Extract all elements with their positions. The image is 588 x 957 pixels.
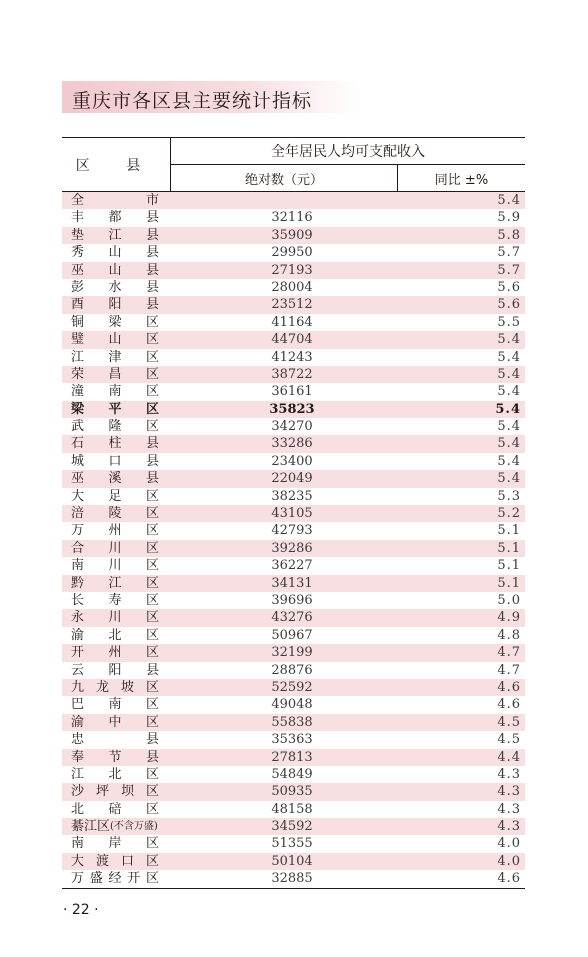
income-value: 50967 — [271, 627, 313, 643]
district-name — [71, 244, 159, 261]
district-name-part: 平 — [108, 401, 122, 417]
district-name-part: 梁 — [71, 401, 85, 417]
district-name-part: 山 — [108, 245, 122, 261]
district-name — [71, 401, 159, 418]
district-name — [71, 644, 159, 661]
yoy-value: 5.8 — [497, 227, 521, 243]
header-income: 全年居民人均可支配收入 — [271, 144, 425, 160]
income-value: 50104 — [271, 853, 313, 869]
income-value: 27813 — [271, 749, 313, 765]
district-name-part: 北 — [108, 627, 122, 643]
table-row — [62, 540, 525, 557]
district-name-part: 县 — [145, 749, 159, 765]
table-row — [62, 209, 525, 226]
yoy-value: 5.6 — [497, 279, 521, 295]
district-name-part: 城 — [71, 453, 85, 469]
district-name-part: 区 — [145, 784, 159, 800]
yoy-value: 5.3 — [497, 488, 521, 504]
district-name-part: 口 — [120, 853, 134, 869]
district-name-part: 南 — [71, 558, 85, 574]
income-value: 50935 — [271, 784, 313, 800]
district-name-part: 山 — [108, 332, 122, 348]
district-name-part: 区 — [145, 366, 159, 382]
yoy-value: 4.3 — [497, 801, 521, 817]
district-name-part: 都 — [108, 210, 122, 226]
district-name — [71, 331, 159, 348]
table-row — [62, 592, 525, 609]
district-name-part: 开 — [127, 871, 141, 887]
table-row — [62, 575, 525, 592]
district-name-part: 盛 — [89, 871, 103, 887]
table-row — [62, 453, 525, 470]
table-row — [62, 853, 525, 870]
table-row — [62, 331, 525, 348]
district-name-part: 渝 — [71, 627, 85, 643]
district-name-part: 北 — [71, 801, 85, 817]
district-name — [71, 488, 159, 505]
table-row — [62, 349, 525, 366]
table-row — [62, 192, 525, 209]
district-name-part: 县 — [145, 732, 159, 748]
table-row — [62, 749, 525, 766]
yoy-value: 5.1 — [497, 558, 521, 574]
table-header — [62, 137, 525, 192]
income-value: 36161 — [271, 384, 313, 400]
district-name-part: 铜 — [71, 314, 85, 330]
table-row — [62, 244, 525, 261]
income-value: 54849 — [271, 766, 313, 782]
table-row — [62, 644, 525, 661]
district-name-part: 坪 — [95, 784, 109, 800]
table-row — [62, 662, 525, 679]
district-name-part: 县 — [145, 279, 159, 295]
income-value: 41164 — [271, 314, 313, 330]
yoy-value: 5.4 — [497, 471, 521, 487]
district-name-part: 县 — [145, 210, 159, 226]
district-name-part: 区 — [145, 419, 159, 435]
district-name — [71, 279, 159, 296]
income-value: 32885 — [271, 871, 313, 887]
income-value: 49048 — [271, 697, 313, 713]
district-name-part: 区 — [145, 836, 159, 852]
district-name — [71, 192, 159, 209]
table-row — [62, 679, 525, 696]
table-row — [62, 262, 525, 279]
district-name-part: 陵 — [108, 506, 122, 522]
table-row — [62, 870, 525, 887]
district-name-part: 县 — [145, 227, 159, 243]
table-row — [62, 818, 525, 835]
district-name-part: 区 — [145, 332, 159, 348]
yoy-value: 4.6 — [497, 871, 521, 887]
table-row — [62, 696, 525, 713]
yoy-value: 4.5 — [497, 714, 521, 730]
income-value: 52592 — [271, 679, 313, 695]
district-name-part: 寿 — [108, 592, 122, 608]
district-name-part: 大 — [71, 488, 85, 504]
district-name — [71, 662, 159, 679]
district-name — [71, 870, 159, 887]
district-name-part: 区 — [145, 679, 159, 695]
income-value: 23400 — [271, 453, 313, 469]
table-row — [62, 314, 525, 331]
district-name — [71, 505, 159, 522]
table-row — [62, 783, 525, 800]
table-row — [62, 801, 525, 818]
district-name-part: 区 — [145, 575, 159, 591]
district-name — [71, 835, 159, 852]
district-name-part: 区 — [145, 384, 159, 400]
yoy-value: 5.6 — [497, 297, 521, 313]
district-name-part: 忠 — [71, 732, 85, 748]
income-value: 55838 — [271, 714, 313, 730]
yoy-value: 5.1 — [497, 540, 521, 556]
district-name-part: 碚 — [108, 801, 122, 817]
yoy-value: 4.3 — [497, 766, 521, 782]
district-name-part: 沙 — [71, 784, 85, 800]
district-name-part: 川 — [108, 610, 122, 626]
district-name-part: (不含万盛) — [110, 821, 158, 833]
district-name-part: 阳 — [108, 662, 122, 678]
income-value: 42793 — [271, 523, 313, 539]
table-row — [62, 470, 525, 487]
district-name-part: 山 — [108, 262, 122, 278]
table-row — [62, 714, 525, 731]
table-row — [62, 522, 525, 539]
yoy-value: 5.7 — [497, 245, 521, 261]
district-name — [71, 783, 159, 800]
yoy-value: 4.3 — [497, 819, 521, 835]
table-body — [62, 192, 525, 888]
district-name — [71, 627, 159, 644]
table-row — [62, 366, 525, 383]
yoy-value: 4.7 — [497, 645, 521, 661]
table-row — [62, 383, 525, 400]
yoy-value: 5.0 — [497, 592, 521, 608]
district-name-part: 黔 — [71, 575, 85, 591]
district-name-part: 渝 — [71, 714, 85, 730]
income-value: 34131 — [271, 575, 313, 591]
district-name-part: 坡 — [120, 679, 134, 695]
district-name-part: 北 — [108, 766, 122, 782]
district-name-part: 秀 — [71, 245, 85, 261]
district-name-part: 区 — [145, 558, 159, 574]
district-name-part: 州 — [108, 645, 122, 661]
district-name — [71, 609, 159, 626]
page-number: · 22 · — [63, 902, 99, 918]
district-name-part: 开 — [71, 645, 85, 661]
district-name-part: 县 — [145, 453, 159, 469]
district-name — [71, 418, 159, 435]
income-value: 34592 — [271, 819, 313, 835]
district-name-part: 区 — [145, 645, 159, 661]
district-name-part: 柱 — [108, 436, 122, 452]
income-value: 35363 — [271, 732, 313, 748]
yoy-value: 5.2 — [497, 506, 521, 522]
district-name-part: 县 — [145, 245, 159, 261]
table-row — [62, 766, 525, 783]
income-value: 35909 — [271, 227, 313, 243]
district-name-part: 节 — [108, 749, 122, 765]
district-name — [71, 853, 159, 870]
district-name — [71, 383, 159, 400]
district-name-part: 南 — [108, 697, 122, 713]
district-name — [71, 766, 159, 783]
district-name — [71, 749, 159, 766]
district-name-part: 石 — [71, 436, 85, 452]
district-name-part: 隆 — [108, 419, 122, 435]
table-row — [62, 627, 525, 644]
income-value: 38235 — [271, 488, 313, 504]
header-yoy: 同比 ±% — [434, 172, 489, 188]
yoy-value: 4.0 — [497, 853, 521, 869]
district-name-part: 云 — [71, 662, 85, 678]
table-bottom-rule — [62, 888, 525, 889]
district-name — [71, 296, 159, 313]
page-title: 重庆市各区县主要统计指标 — [72, 90, 313, 112]
district-name-part: 区 — [145, 488, 159, 504]
district-name-part: 县 — [145, 297, 159, 313]
district-name — [71, 349, 159, 366]
yoy-value: 4.5 — [497, 732, 521, 748]
district-name-part: 万 — [71, 523, 85, 539]
district-name-part: 区 — [145, 697, 159, 713]
district-name — [71, 818, 159, 835]
district-name-part: 经 — [108, 871, 122, 887]
yoy-value: 4.6 — [497, 679, 521, 695]
yoy-value: 5.1 — [497, 523, 521, 539]
table-row — [62, 296, 525, 313]
district-name-part: 涪 — [71, 506, 85, 522]
income-value: 23512 — [271, 297, 313, 313]
yoy-value: 5.4 — [497, 332, 521, 348]
district-name-part: 区 — [145, 871, 159, 887]
district-name — [71, 314, 159, 331]
income-value: 39286 — [271, 540, 313, 556]
income-value: 39696 — [271, 592, 313, 608]
table-row — [62, 227, 525, 244]
district-name-part: 区 — [145, 540, 159, 556]
district-name — [71, 731, 159, 748]
district-name-part: 市 — [145, 193, 159, 208]
income-value: 51355 — [271, 836, 313, 852]
district-name-part: 县 — [145, 471, 159, 487]
district-name-part: 县 — [145, 262, 159, 278]
district-name-part: 区 — [145, 523, 159, 539]
district-name — [71, 227, 159, 244]
header-district: 区 县 — [75, 157, 157, 174]
yoy-value: 5.4 — [497, 366, 521, 382]
income-value: 33286 — [271, 436, 313, 452]
yoy-value: 5.4 — [497, 419, 521, 435]
district-name-part: 县 — [145, 436, 159, 452]
yoy-value: 4.6 — [497, 697, 521, 713]
district-name-part: 州 — [108, 523, 122, 539]
district-name-part: 坝 — [120, 784, 134, 800]
district-name-part: 南 — [71, 836, 85, 852]
district-name-part: 奉 — [71, 749, 85, 765]
district-name-part: 武 — [71, 419, 85, 435]
district-name-part: 江 — [71, 349, 85, 365]
income-value: 44704 — [271, 332, 313, 348]
district-name-part: 区 — [145, 314, 159, 330]
district-name-part: 中 — [108, 714, 122, 730]
income-value: 29950 — [271, 245, 313, 261]
district-name-part: 巴 — [71, 697, 85, 713]
district-name — [71, 714, 159, 731]
income-value: 27193 — [271, 262, 313, 278]
district-name-part: 川 — [108, 558, 122, 574]
district-name-part: 大 — [71, 853, 85, 869]
yoy-value: 5.4 — [497, 436, 521, 452]
district-name-part: 区 — [145, 853, 159, 869]
yoy-value: 4.3 — [497, 784, 521, 800]
district-name-part: 溪 — [108, 471, 122, 487]
district-name-part: 巫 — [71, 471, 85, 487]
statistics-table — [62, 137, 525, 889]
district-name-part: 区 — [145, 401, 159, 417]
district-name-part: 昌 — [108, 366, 122, 382]
district-name-part: 长 — [71, 592, 85, 608]
yoy-value: 5.7 — [497, 262, 521, 278]
table-row — [62, 557, 525, 574]
yoy-value: 5.1 — [497, 575, 521, 591]
district-name-part: 垫 — [71, 227, 85, 243]
district-name-part: 足 — [108, 488, 122, 504]
district-name — [71, 262, 159, 279]
yoy-value: 5.5 — [497, 314, 521, 330]
table-row — [62, 731, 525, 748]
yoy-value: 4.7 — [497, 662, 521, 678]
yoy-value: 5.4 — [497, 384, 521, 400]
income-value: 43276 — [271, 610, 313, 626]
district-name-part: 荣 — [71, 366, 85, 382]
district-name — [71, 435, 159, 452]
district-name-part: 区 — [145, 592, 159, 608]
table-row — [62, 279, 525, 296]
income-value: 48158 — [271, 801, 313, 817]
table-row — [62, 435, 525, 452]
income-value: 22049 — [271, 471, 313, 487]
district-name-part: 永 — [71, 610, 85, 626]
income-value: 36227 — [271, 558, 313, 574]
district-name-part: 渡 — [95, 853, 109, 869]
district-name — [71, 696, 159, 713]
income-value: 28876 — [271, 662, 313, 678]
district-name-part: 江 — [108, 227, 122, 243]
yoy-value: 4.9 — [497, 610, 521, 626]
yoy-value: 5.9 — [497, 210, 521, 226]
yoy-value: 5.4 — [497, 193, 521, 208]
table-row — [62, 488, 525, 505]
income-value: 32116 — [271, 210, 313, 226]
district-name-part: 合 — [71, 540, 85, 556]
district-name-part: 九 — [71, 679, 85, 695]
income-value: 34270 — [271, 419, 313, 435]
district-name-part: 酉 — [71, 297, 85, 313]
income-value: 35823 — [269, 401, 315, 417]
district-name-part: 区 — [145, 349, 159, 365]
district-name — [71, 470, 159, 487]
district-name — [71, 366, 159, 383]
district-name — [71, 453, 159, 470]
district-name-part: 区 — [145, 627, 159, 643]
district-name-part: 县 — [145, 662, 159, 678]
district-name-part: 万 — [71, 871, 85, 887]
table-row — [62, 401, 525, 418]
income-value: 43105 — [271, 506, 313, 522]
district-name-part: 岸 — [108, 836, 122, 852]
district-name-part: 彭 — [71, 279, 85, 295]
district-name-part: 丰 — [71, 210, 85, 226]
income-value: 32199 — [271, 645, 313, 661]
district-name-part: 水 — [108, 279, 122, 295]
district-name — [71, 557, 159, 574]
yoy-value: 4.4 — [497, 749, 521, 765]
income-value: 41243 — [271, 349, 313, 365]
district-name-part: 区 — [145, 801, 159, 817]
district-name-part: 阳 — [108, 297, 122, 313]
income-value: 28004 — [271, 279, 313, 295]
table-row — [62, 609, 525, 626]
district-name — [71, 592, 159, 609]
district-name-part: 全 — [71, 193, 85, 208]
district-name-part: 龙 — [95, 679, 109, 695]
district-name-part: 璧 — [71, 332, 85, 348]
district-name-part: 綦江区 — [71, 819, 111, 835]
district-name-part: 梁 — [108, 314, 122, 330]
district-name-part: 津 — [108, 349, 122, 365]
yoy-value: 5.4 — [497, 453, 521, 469]
district-name — [71, 679, 159, 696]
district-name-part: 川 — [108, 540, 122, 556]
district-name-part: 江 — [71, 766, 85, 782]
district-name — [71, 575, 159, 592]
district-name-part: 口 — [108, 453, 122, 469]
header-absolute: 绝对数（元） — [244, 172, 323, 188]
yoy-value: 5.4 — [495, 401, 521, 417]
income-value: 38722 — [271, 366, 313, 382]
yoy-value: 5.4 — [497, 349, 521, 365]
table-row — [62, 418, 525, 435]
table-row — [62, 835, 525, 852]
yoy-value: 4.0 — [497, 836, 521, 852]
district-name-part: 区 — [145, 714, 159, 730]
yoy-value: 4.8 — [497, 627, 521, 643]
table-row — [62, 505, 525, 522]
district-name — [71, 801, 159, 818]
district-name-part: 区 — [145, 610, 159, 626]
district-name — [71, 522, 159, 539]
district-name-part: 区 — [145, 766, 159, 782]
district-name — [71, 540, 159, 557]
district-name — [71, 209, 159, 226]
district-name-part: 区 — [145, 506, 159, 522]
district-name-part: 巫 — [71, 262, 85, 278]
district-name-part: 南 — [108, 384, 122, 400]
district-name-part: 江 — [108, 575, 122, 591]
district-name-part: 潼 — [71, 384, 85, 400]
